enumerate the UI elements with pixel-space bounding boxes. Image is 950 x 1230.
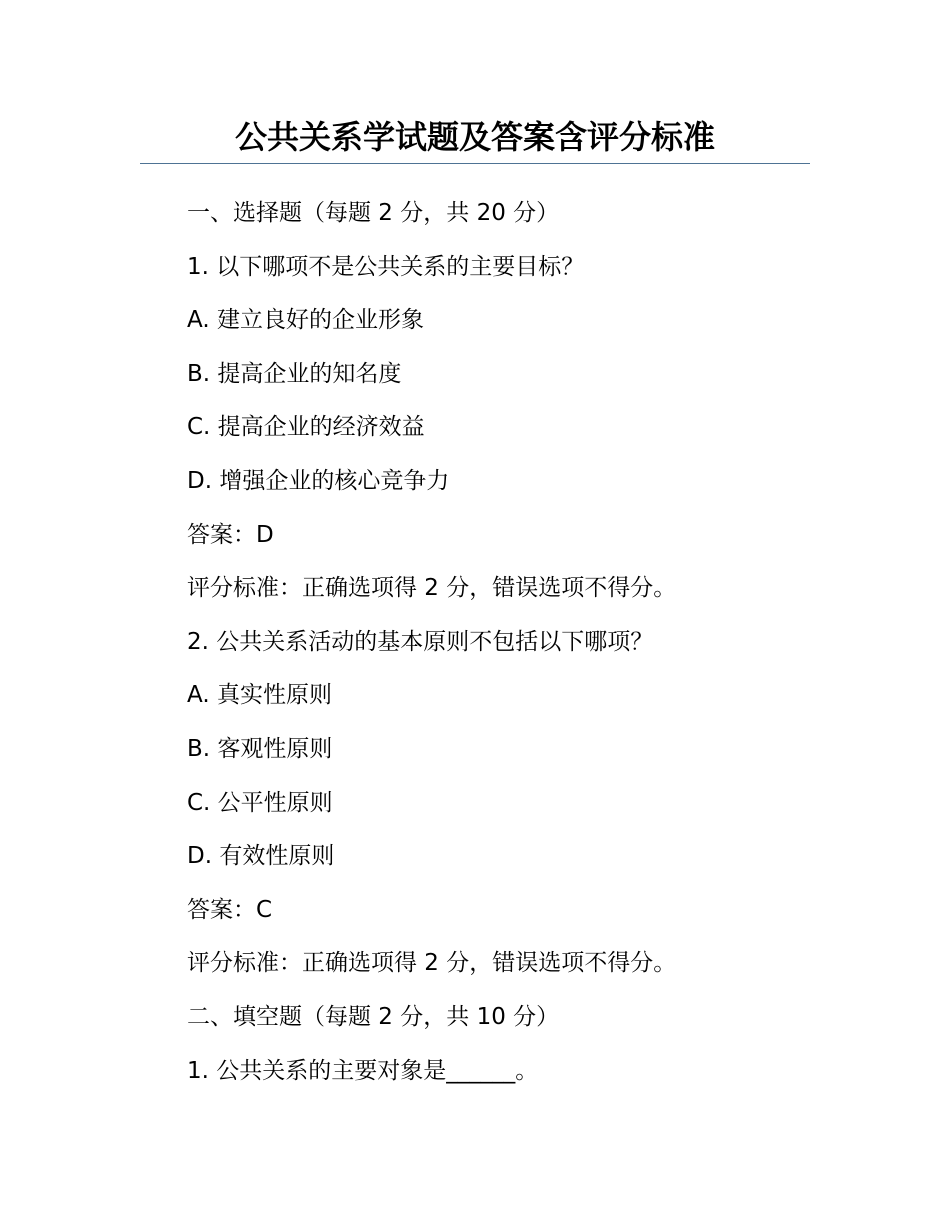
question-1-answer: 答案：D (187, 521, 274, 548)
question-2-option-a: A. 真实性原则 (187, 682, 332, 709)
question-1-option-a: A. 建立良好的企业形象 (187, 307, 424, 334)
question-2-option-b: B. 客观性原则 (187, 735, 333, 762)
document-body (187, 190, 827, 1101)
question-1-text: 1. 以下哪项不是公共关系的主要目标？ (187, 253, 585, 280)
section-heading-choice: 一、选择题（每题 2 分，共 20 分） (187, 200, 560, 226)
question-1-option-d: D. 增强企业的核心竞争力 (187, 467, 450, 494)
section-heading-fill-blank: 二、填空题（每题 2 分，共 10 分） (187, 1003, 560, 1030)
question-2-answer: 答案：C (187, 896, 273, 923)
document-title: 公共关系学试题及答案含评分标准 (234, 118, 715, 156)
question-2-option-d: D. 有效性原则 (187, 843, 335, 870)
fill-blank-question-1: 1. 公共关系的主要对象是______。 (187, 1057, 539, 1084)
question-1-option-b: B. 提高企业的知名度 (187, 360, 402, 387)
title-underline (140, 163, 810, 164)
question-2-option-c: C. 公平性原则 (187, 789, 333, 816)
question-2-text: 2. 公共关系活动的基本原则不包括以下哪项？ (187, 628, 654, 655)
question-2-scoring: 评分标准：正确选项得 2 分，错误选项不得分。 (187, 950, 677, 977)
question-1-option-c: C. 提高企业的经济效益 (187, 414, 425, 441)
question-1-scoring: 评分标准：正确选项得 2 分，错误选项不得分。 (187, 575, 677, 602)
